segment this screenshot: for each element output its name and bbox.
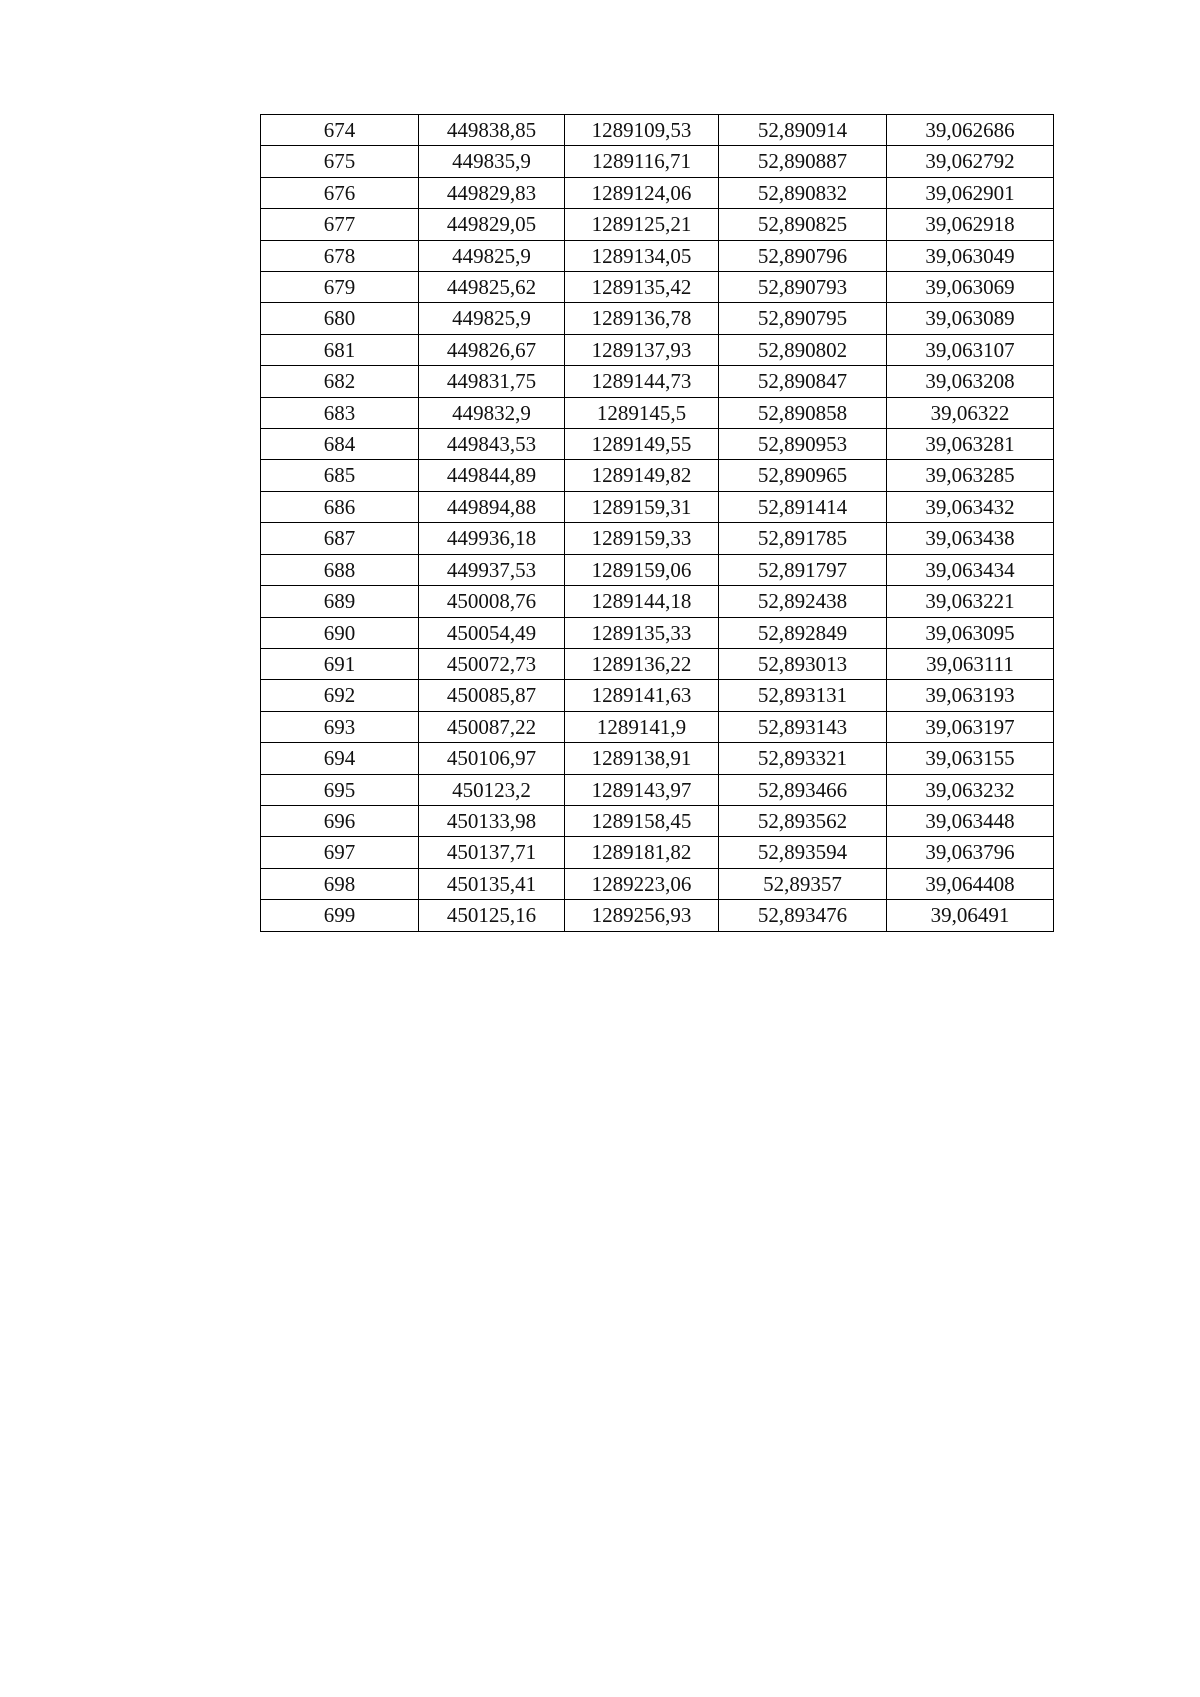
y-coordinate-cell: 1289136,22 [565, 648, 719, 679]
latitude-cell: 52,890914 [719, 115, 887, 146]
point-number-cell: 693 [261, 711, 419, 742]
longitude-cell: 39,063796 [887, 837, 1054, 868]
point-number-cell: 697 [261, 837, 419, 868]
x-coordinate-cell: 449829,83 [419, 177, 565, 208]
latitude-cell: 52,893131 [719, 680, 887, 711]
y-coordinate-cell: 1289256,93 [565, 900, 719, 931]
x-coordinate-cell: 450135,41 [419, 868, 565, 899]
latitude-cell: 52,890887 [719, 146, 887, 177]
table-row [261, 711, 1054, 742]
x-coordinate-cell: 450085,87 [419, 680, 565, 711]
longitude-cell: 39,063107 [887, 334, 1054, 365]
longitude-cell: 39,063221 [887, 586, 1054, 617]
table-row [261, 554, 1054, 585]
x-coordinate-cell: 449825,9 [419, 303, 565, 334]
y-coordinate-cell: 1289141,63 [565, 680, 719, 711]
x-coordinate-cell: 450087,22 [419, 711, 565, 742]
y-coordinate-cell: 1289143,97 [565, 774, 719, 805]
latitude-cell: 52,890953 [719, 429, 887, 460]
y-coordinate-cell: 1289136,78 [565, 303, 719, 334]
y-coordinate-cell: 1289144,73 [565, 366, 719, 397]
latitude-cell: 52,893013 [719, 648, 887, 679]
longitude-cell: 39,062792 [887, 146, 1054, 177]
longitude-cell: 39,063193 [887, 680, 1054, 711]
latitude-cell: 52,890847 [719, 366, 887, 397]
x-coordinate-cell: 450137,71 [419, 837, 565, 868]
table-row [261, 491, 1054, 522]
x-coordinate-cell: 449936,18 [419, 523, 565, 554]
latitude-cell: 52,890795 [719, 303, 887, 334]
latitude-cell: 52,891797 [719, 554, 887, 585]
longitude-cell: 39,063281 [887, 429, 1054, 460]
y-coordinate-cell: 1289149,55 [565, 429, 719, 460]
point-number-cell: 674 [261, 115, 419, 146]
latitude-cell: 52,890832 [719, 177, 887, 208]
table-row [261, 240, 1054, 271]
point-number-cell: 676 [261, 177, 419, 208]
latitude-cell: 52,893476 [719, 900, 887, 931]
latitude-cell: 52,891785 [719, 523, 887, 554]
longitude-cell: 39,063232 [887, 774, 1054, 805]
table-row [261, 523, 1054, 554]
latitude-cell: 52,89357 [719, 868, 887, 899]
table-row [261, 805, 1054, 836]
table-row [261, 837, 1054, 868]
point-number-cell: 682 [261, 366, 419, 397]
x-coordinate-cell: 449825,62 [419, 272, 565, 303]
longitude-cell: 39,063155 [887, 743, 1054, 774]
latitude-cell: 52,892438 [719, 586, 887, 617]
latitude-cell: 52,890858 [719, 397, 887, 428]
y-coordinate-cell: 1289223,06 [565, 868, 719, 899]
table-row [261, 900, 1054, 931]
table-row [261, 460, 1054, 491]
y-coordinate-cell: 1289144,18 [565, 586, 719, 617]
point-number-cell: 687 [261, 523, 419, 554]
longitude-cell: 39,063285 [887, 460, 1054, 491]
x-coordinate-cell: 450072,73 [419, 648, 565, 679]
longitude-cell: 39,063438 [887, 523, 1054, 554]
longitude-cell: 39,063095 [887, 617, 1054, 648]
point-number-cell: 699 [261, 900, 419, 931]
point-number-cell: 692 [261, 680, 419, 711]
x-coordinate-cell: 449838,85 [419, 115, 565, 146]
point-number-cell: 677 [261, 209, 419, 240]
point-number-cell: 686 [261, 491, 419, 522]
point-number-cell: 675 [261, 146, 419, 177]
y-coordinate-cell: 1289125,21 [565, 209, 719, 240]
y-coordinate-cell: 1289159,31 [565, 491, 719, 522]
table-row [261, 774, 1054, 805]
x-coordinate-cell: 449843,53 [419, 429, 565, 460]
latitude-cell: 52,890825 [719, 209, 887, 240]
latitude-cell: 52,893321 [719, 743, 887, 774]
y-coordinate-cell: 1289145,5 [565, 397, 719, 428]
latitude-cell: 52,893594 [719, 837, 887, 868]
x-coordinate-cell: 449937,53 [419, 554, 565, 585]
point-number-cell: 683 [261, 397, 419, 428]
latitude-cell: 52,890965 [719, 460, 887, 491]
coordinates-table-body [261, 115, 1054, 932]
y-coordinate-cell: 1289149,82 [565, 460, 719, 491]
x-coordinate-cell: 450008,76 [419, 586, 565, 617]
latitude-cell: 52,890793 [719, 272, 887, 303]
x-coordinate-cell: 450054,49 [419, 617, 565, 648]
table-row [261, 146, 1054, 177]
table-row [261, 272, 1054, 303]
longitude-cell: 39,063111 [887, 648, 1054, 679]
y-coordinate-cell: 1289109,53 [565, 115, 719, 146]
table-row [261, 743, 1054, 774]
x-coordinate-cell: 450106,97 [419, 743, 565, 774]
longitude-cell: 39,062918 [887, 209, 1054, 240]
y-coordinate-cell: 1289135,42 [565, 272, 719, 303]
longitude-cell: 39,063089 [887, 303, 1054, 334]
table-row [261, 680, 1054, 711]
table-row [261, 586, 1054, 617]
y-coordinate-cell: 1289124,06 [565, 177, 719, 208]
table-row [261, 177, 1054, 208]
y-coordinate-cell: 1289116,71 [565, 146, 719, 177]
x-coordinate-cell: 450123,2 [419, 774, 565, 805]
point-number-cell: 679 [261, 272, 419, 303]
table-row [261, 334, 1054, 365]
point-number-cell: 698 [261, 868, 419, 899]
longitude-cell: 39,063432 [887, 491, 1054, 522]
point-number-cell: 685 [261, 460, 419, 491]
table-row [261, 648, 1054, 679]
x-coordinate-cell: 450125,16 [419, 900, 565, 931]
point-number-cell: 689 [261, 586, 419, 617]
longitude-cell: 39,063049 [887, 240, 1054, 271]
point-number-cell: 696 [261, 805, 419, 836]
longitude-cell: 39,063434 [887, 554, 1054, 585]
point-number-cell: 678 [261, 240, 419, 271]
longitude-cell: 39,06322 [887, 397, 1054, 428]
y-coordinate-cell: 1289135,33 [565, 617, 719, 648]
longitude-cell: 39,063197 [887, 711, 1054, 742]
latitude-cell: 52,893562 [719, 805, 887, 836]
point-number-cell: 681 [261, 334, 419, 365]
longitude-cell: 39,063069 [887, 272, 1054, 303]
longitude-cell: 39,063448 [887, 805, 1054, 836]
table-row [261, 303, 1054, 334]
table-row [261, 397, 1054, 428]
x-coordinate-cell: 449831,75 [419, 366, 565, 397]
y-coordinate-cell: 1289137,93 [565, 334, 719, 365]
x-coordinate-cell: 449825,9 [419, 240, 565, 271]
x-coordinate-cell: 449835,9 [419, 146, 565, 177]
latitude-cell: 52,892849 [719, 617, 887, 648]
y-coordinate-cell: 1289158,45 [565, 805, 719, 836]
x-coordinate-cell: 449826,67 [419, 334, 565, 365]
latitude-cell: 52,891414 [719, 491, 887, 522]
latitude-cell: 52,893466 [719, 774, 887, 805]
coordinates-table [260, 114, 1054, 932]
latitude-cell: 52,893143 [719, 711, 887, 742]
point-number-cell: 695 [261, 774, 419, 805]
latitude-cell: 52,890796 [719, 240, 887, 271]
latitude-cell: 52,890802 [719, 334, 887, 365]
table-row [261, 115, 1054, 146]
point-number-cell: 690 [261, 617, 419, 648]
x-coordinate-cell: 449894,88 [419, 491, 565, 522]
point-number-cell: 680 [261, 303, 419, 334]
point-number-cell: 694 [261, 743, 419, 774]
y-coordinate-cell: 1289181,82 [565, 837, 719, 868]
y-coordinate-cell: 1289141,9 [565, 711, 719, 742]
x-coordinate-cell: 450133,98 [419, 805, 565, 836]
table-row [261, 429, 1054, 460]
y-coordinate-cell: 1289134,05 [565, 240, 719, 271]
table-row [261, 366, 1054, 397]
table-row [261, 868, 1054, 899]
longitude-cell: 39,06491 [887, 900, 1054, 931]
point-number-cell: 684 [261, 429, 419, 460]
y-coordinate-cell: 1289159,33 [565, 523, 719, 554]
x-coordinate-cell: 449829,05 [419, 209, 565, 240]
longitude-cell: 39,063208 [887, 366, 1054, 397]
longitude-cell: 39,062901 [887, 177, 1054, 208]
longitude-cell: 39,062686 [887, 115, 1054, 146]
point-number-cell: 688 [261, 554, 419, 585]
y-coordinate-cell: 1289138,91 [565, 743, 719, 774]
y-coordinate-cell: 1289159,06 [565, 554, 719, 585]
table-row [261, 209, 1054, 240]
table-row [261, 617, 1054, 648]
x-coordinate-cell: 449844,89 [419, 460, 565, 491]
x-coordinate-cell: 449832,9 [419, 397, 565, 428]
point-number-cell: 691 [261, 648, 419, 679]
longitude-cell: 39,064408 [887, 868, 1054, 899]
